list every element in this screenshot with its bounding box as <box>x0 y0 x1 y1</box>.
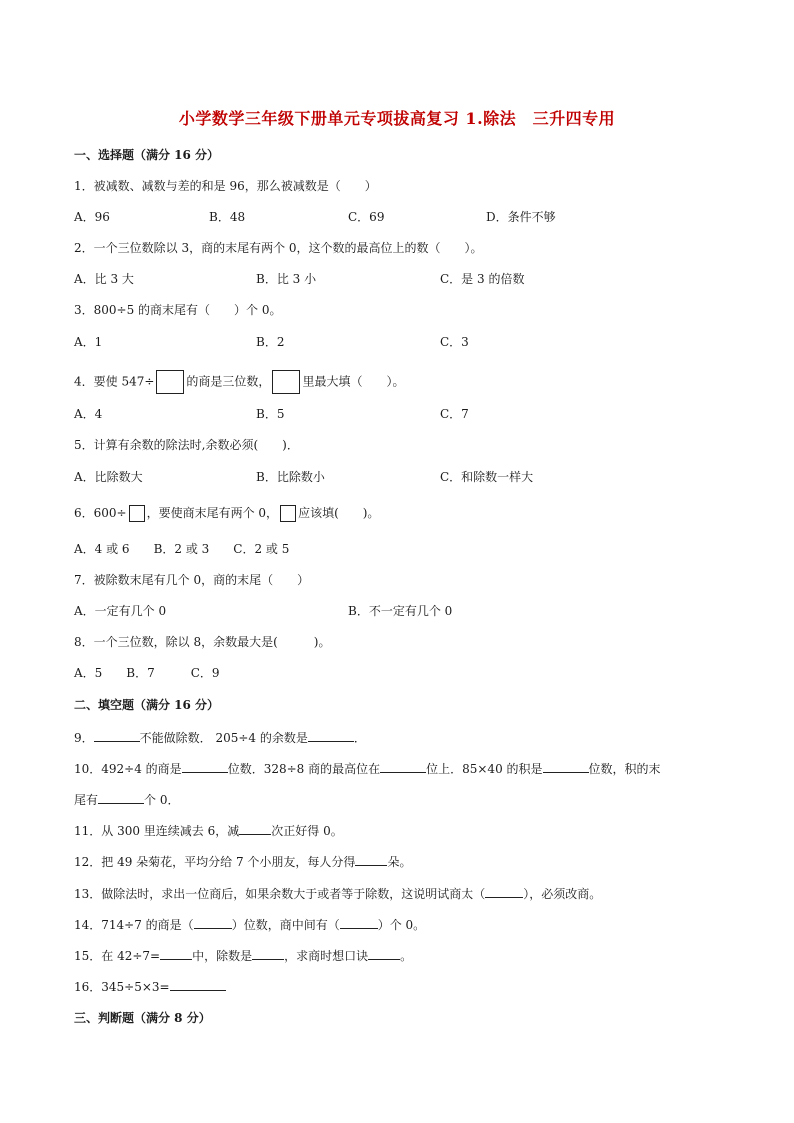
q13-blank <box>485 885 523 898</box>
q10-text-part2: 位数．328÷8 商的最高位在 <box>227 762 381 776</box>
q9-blank-2 <box>308 729 354 742</box>
q14-blank-1 <box>194 916 232 929</box>
question-7: 7．被除数末尾有几个 0，商的末尾（ ） <box>74 573 310 587</box>
q15-blank-1 <box>160 947 192 960</box>
q15-blank-3 <box>368 947 400 960</box>
q4-answer-box-2 <box>272 370 300 394</box>
q2-option-a: A．比 3 大 <box>74 272 134 286</box>
question-1: 1．被减数、减数与差的和是 96，那么被减数是（ ） <box>74 179 377 193</box>
q15-blank-2 <box>252 947 284 960</box>
q1-option-a: A．96 <box>74 210 110 224</box>
q10-blank-3 <box>543 760 589 773</box>
question-9 <box>74 729 366 746</box>
question-4 <box>74 370 404 394</box>
q9-text-part1: 9． <box>74 731 94 745</box>
question-15 <box>74 947 412 964</box>
q1-option-b: B．48 <box>209 210 246 224</box>
section-heading-fill: 二、填空题（满分 16 分） <box>74 698 220 712</box>
q14-text-part3: ）个 0。 <box>377 918 426 932</box>
q6-answer-box-1 <box>129 505 145 522</box>
question-14 <box>74 916 425 933</box>
q4-text-part3: 里最大填（ ）。 <box>302 374 405 389</box>
question-12 <box>74 853 411 870</box>
q6-text-part3: 应该填( )。 <box>298 506 380 520</box>
q15-text-part4: 。 <box>400 949 413 963</box>
q14-blank-2 <box>340 916 378 929</box>
question-13 <box>74 885 601 902</box>
question-10 <box>74 760 661 777</box>
q6-options: A．4 或 6 B．2 或 3 C．2 或 5 <box>74 542 290 556</box>
q4-answer-box-1 <box>156 370 184 394</box>
section-heading-judge: 三、判断题（满分 8 分） <box>74 1011 211 1025</box>
question-11 <box>74 822 343 839</box>
q8-options: A．5 B．7 C．9 <box>74 666 220 680</box>
q1-option-c: C．69 <box>348 210 385 224</box>
q10-text-part6: 个 0． <box>144 793 180 807</box>
q6-answer-box-2 <box>280 505 296 522</box>
q11-blank <box>239 822 271 835</box>
question-8: 8．一个三位数，除以 8，余数最大是( )。 <box>74 635 331 649</box>
q11-text-part1: 11．从 300 里连续减去 6，减 <box>74 824 240 838</box>
q10-blank-1 <box>182 760 228 773</box>
question-3: 3．800÷5 的商末尾有（ ）个 0。 <box>74 303 282 317</box>
q15-text-part1: 15．在 42÷7= <box>74 949 161 963</box>
q2-option-c: C．是 3 的倍数 <box>440 272 525 286</box>
q9-text-part2: 不能做除数． 205÷4 的余数是 <box>139 731 308 745</box>
q3-option-c: C．3 <box>440 335 469 349</box>
q16-blank <box>170 978 226 991</box>
q16-text-part1: 16．345÷5×3= <box>74 980 170 994</box>
q2-option-b: B．比 3 小 <box>256 272 317 286</box>
q11-text-part2: 次正好得 0。 <box>271 824 343 838</box>
q10-text-part1: 10．492÷4 的商是 <box>74 762 182 776</box>
q14-text-part1: 14．714÷7 的商是（ <box>74 918 194 932</box>
q12-text-part1: 12．把 49 朵菊花，平均分给 7 个小朋友，每人分得 <box>74 855 356 869</box>
q7-option-a: A．一定有几个 0 <box>74 604 167 618</box>
question-16 <box>74 978 226 995</box>
section-heading-choice: 一、选择题（满分 16 分） <box>74 148 220 162</box>
question-2: 2．一个三位数除以 3，商的末尾有两个 0，这个数的最高位上的数（ ）。 <box>74 241 483 255</box>
q10-text-part5: 尾有 <box>74 793 99 807</box>
q10-blank-4 <box>98 791 144 804</box>
question-10-cont <box>74 791 179 808</box>
q4-option-c: C．7 <box>440 407 469 421</box>
q10-blank-2 <box>380 760 426 773</box>
q13-text-part2: ），必须改商。 <box>523 887 602 901</box>
q14-text-part2: ）位数，商中间有（ <box>231 918 340 932</box>
q10-text-part3: 位上．85×40 的积是 <box>426 762 543 776</box>
q4-text-part2: 的商是三位数， <box>186 374 271 389</box>
q3-option-b: B．2 <box>256 335 285 349</box>
q7-option-b: B．不一定有几个 0 <box>348 604 453 618</box>
page-title: 小学数学三年级下册单元专项拔高复习 1.除法 三升四专用 <box>178 109 616 128</box>
q9-text-part3: ． <box>353 731 366 745</box>
q4-text-part1: 4．要使 547÷ <box>74 374 155 389</box>
q9-blank-1 <box>94 729 140 742</box>
question-6 <box>74 505 379 522</box>
q5-option-c: C．和除数一样大 <box>440 470 534 484</box>
q12-blank <box>355 853 387 866</box>
q3-option-a: A．1 <box>74 335 103 349</box>
q5-option-b: B．比除数小 <box>256 470 325 484</box>
question-5: 5．计算有余数的除法时,余数必须( )． <box>74 438 299 452</box>
q4-option-a: A．4 <box>74 407 103 421</box>
q4-option-b: B．5 <box>256 407 285 421</box>
q1-option-d: D．条件不够 <box>486 210 556 224</box>
q12-text-part2: 朵。 <box>387 855 412 869</box>
q6-text-part2: ，要使商末尾有两个 0， <box>146 506 279 520</box>
q13-text-part1: 13．做除法时，求出一位商后，如果余数大于或者等于除数，这说明试商太（ <box>74 887 486 901</box>
q6-text-part1: 6．600÷ <box>74 506 127 520</box>
q5-option-a: A．比除数大 <box>74 470 143 484</box>
q15-text-part2: 中，除数是 <box>192 949 253 963</box>
q15-text-part3: ，求商时想口诀 <box>284 949 369 963</box>
q10-text-part4: 位数，积的末 <box>588 762 661 776</box>
